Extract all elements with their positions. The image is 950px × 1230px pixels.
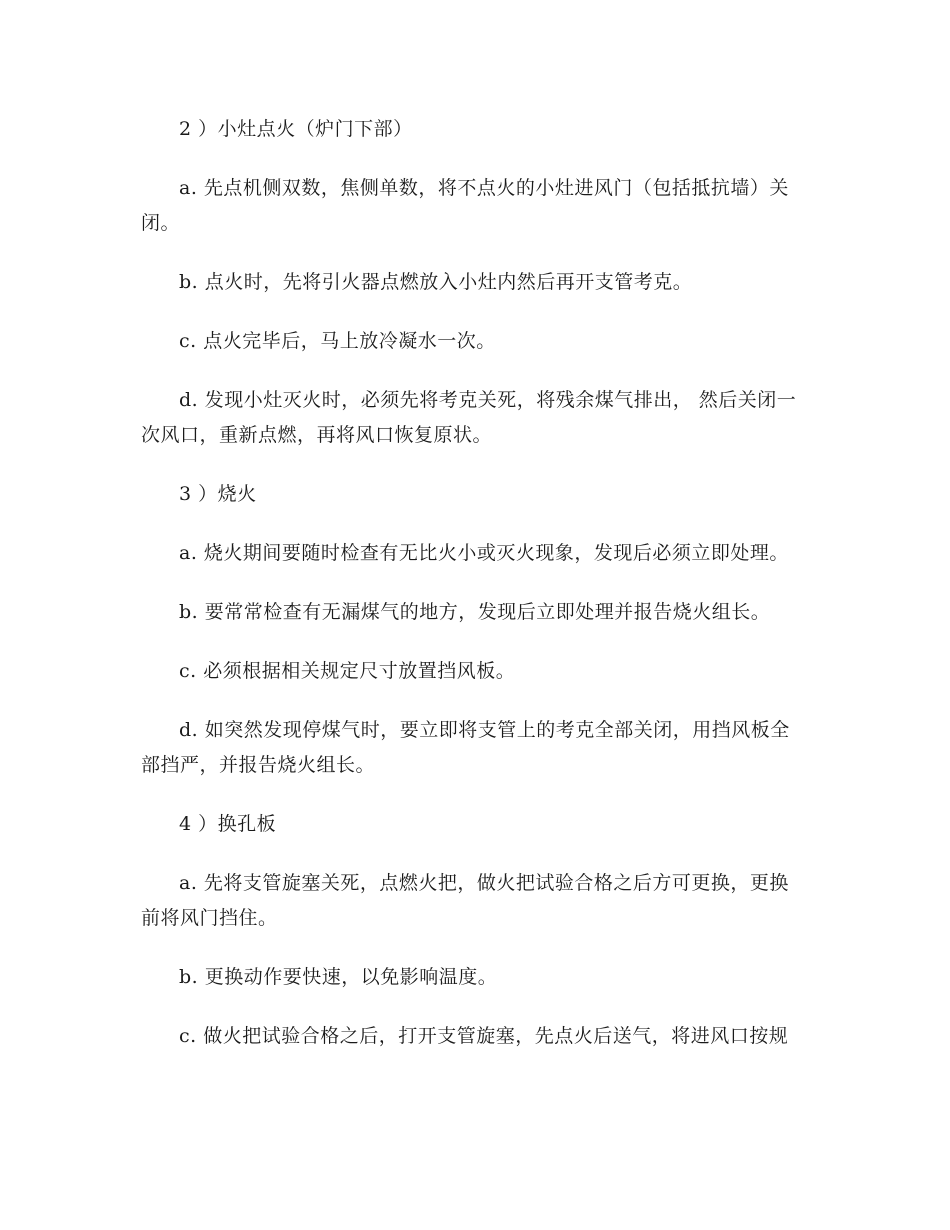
paragraph-item-d: d. 如突然发现停煤气时，要立即将支管上的考克全部关闭，用挡风板全部挡严，并报告烧火组长。 (141, 719, 790, 776)
paragraph-item-c: c. 必须根据相关规定尺寸放置挡风板。 (179, 660, 516, 682)
paragraph-item-c: c. 做火把试验合格之后，打开支管旋塞，先点火后送气，将进风口按规 (179, 1025, 789, 1047)
document-body (141, 112, 805, 1078)
paragraph-item-b: b. 点火时，先将引火器点燃放入小灶内然后再开支管考克。 (179, 271, 693, 293)
paragraph-item-d: d. 发现小灶灭火时，必须先将考克关死，将残余煤气排出， 然后关闭一次风口，重新点燃，再将风口恢复原状。 (141, 389, 797, 446)
paragraph-item-a: a. 先点机侧双数，焦侧单数，将不点火的小灶进风门（包括抵抗墙）关闭。 (141, 177, 789, 234)
paragraph-item-b: b. 要常常检查有无漏煤气的地方，发现后立即处理并报告烧火组长。 (179, 601, 771, 623)
paragraph-item-c: c. 点火完毕后，马上放冷凝水一次。 (179, 330, 496, 352)
section-heading-orifice-plate-change: 4 ）换孔板 (179, 813, 277, 835)
paragraph-item-a: a. 先将支管旋塞关死，点燃火把，做火把试验合格之后方可更换，更换前将风门挡住。 (141, 872, 789, 929)
paragraph-item-a: a. 烧火期间要随时检查有无比火小或灭火现象，发现后必须立即处理。 (179, 542, 789, 564)
paragraph-item-b: b. 更换动作要快速，以免影响温度。 (179, 966, 498, 988)
section-heading-small-stove-ignition: 2 ）小灶点火（炉门下部） (179, 118, 413, 140)
section-heading-firing: 3 ）烧火 (179, 483, 257, 505)
